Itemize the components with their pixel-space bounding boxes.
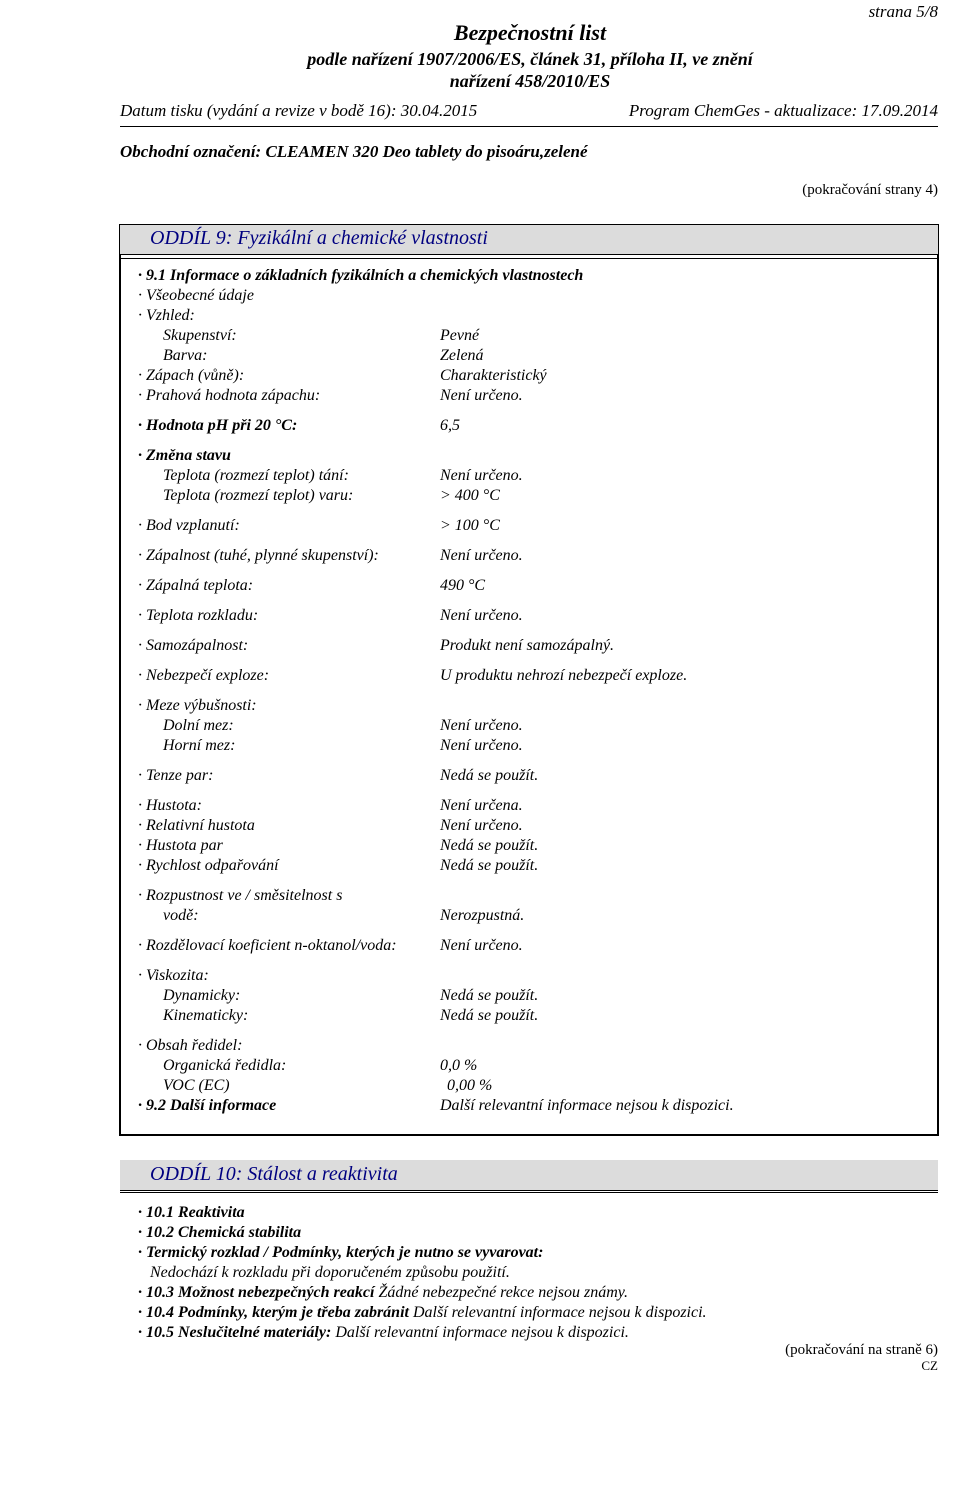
document-title: Bezpečnostní list xyxy=(453,20,607,45)
continued-to: (pokračování na straně 6) xyxy=(785,1342,938,1358)
header-divider xyxy=(120,126,938,127)
regulation-line-1: podle nařízení 1907/2006/ES, článek 31, příloha II, ve znění xyxy=(307,49,753,69)
section-10-divider xyxy=(120,1192,938,1193)
page-number: strana 5/8 xyxy=(868,2,938,21)
section-9-title: ODDÍL 9: Fyzikální a chemické vlastnosti xyxy=(150,227,488,249)
stability-line: · Termický rozklad / Podmínky, kterých je nutno se vyvarovat: xyxy=(138,1244,544,1261)
section-10-header xyxy=(120,1160,938,1191)
language-code: CZ xyxy=(921,1358,938,1373)
stability-line: Nedochází k rozkladu při doporučeném způsobu použití. xyxy=(150,1264,510,1281)
stability-line: · 10.3 Možnost nebezpečných reakcí Žádné nebezpečné rekce nejsou známy. xyxy=(138,1284,628,1301)
trade-name: Obchodní označení: CLEAMEN 320 Deo tablety do pisoáru,zelené xyxy=(120,142,588,161)
stability-line: · 10.5 Neslučitelné materiály: Další relevantní informace nejsou k dispozici. xyxy=(138,1324,629,1341)
regulation-line-2: nařízení 458/2010/ES xyxy=(449,71,611,91)
stability-line: · 10.2 Chemická stabilita xyxy=(138,1224,302,1241)
stability-line: · 10.4 Podmínky, kterým je třeba zabránit Další relevantní informace nejsou k dispozici. xyxy=(138,1304,707,1321)
print-date: Datum tisku (vydání a revize v bodě 16): 30.04.2015 xyxy=(120,101,478,120)
program-version: Program ChemGes - aktualizace: 17.09.2014 xyxy=(628,101,938,120)
continued-from: (pokračování strany 4) xyxy=(802,182,938,198)
section-9-divider xyxy=(120,258,938,259)
stability-line: · 10.1 Reaktivita xyxy=(138,1204,245,1221)
section-10-title: ODDÍL 10: Stálost a reaktivita xyxy=(150,1163,398,1185)
section-9-header xyxy=(120,225,938,255)
